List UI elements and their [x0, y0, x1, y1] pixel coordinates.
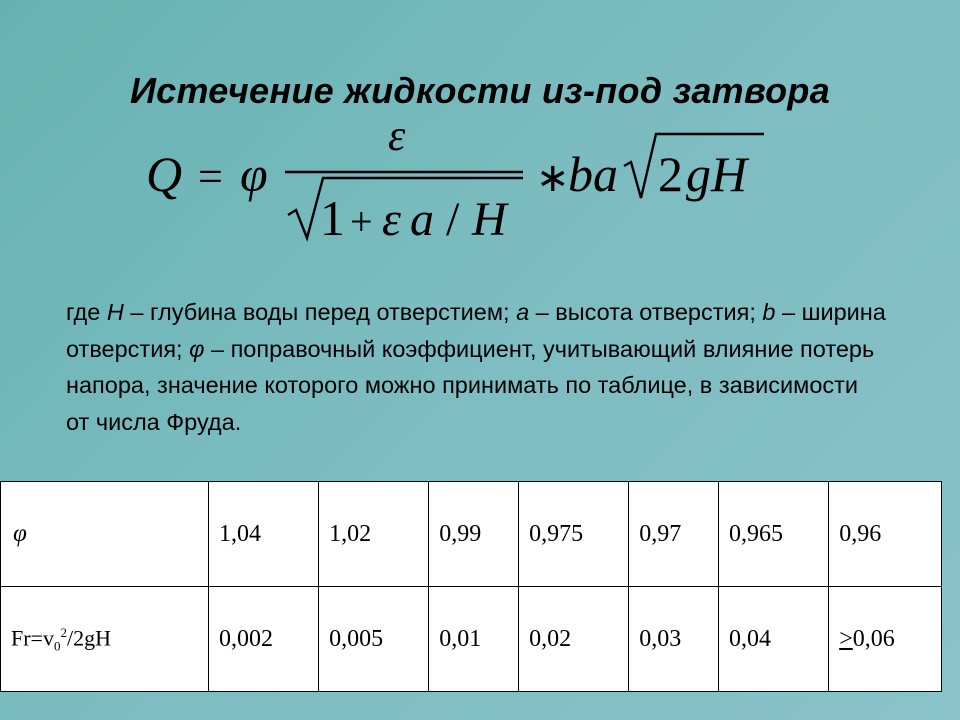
formula-two: 2 — [658, 146, 683, 202]
table-cell: 0,02 — [519, 587, 629, 692]
formula-plus: + — [350, 199, 373, 244]
desc-var-b: b — [762, 299, 776, 325]
table-cell: 0,97 — [629, 482, 719, 587]
fr-text: Fr=v — [11, 625, 54, 651]
table-cell — [829, 587, 942, 692]
formula-slash: / — [446, 193, 460, 246]
last-value: 0,06 — [852, 625, 895, 652]
table-cell: 0,965 — [719, 482, 829, 587]
discharge-formula — [140, 111, 780, 248]
formula-gh: gH — [686, 146, 748, 202]
description-paragraph — [66, 294, 886, 440]
formula-q: Q — [146, 146, 183, 202]
table-row-phi — [1, 482, 942, 587]
fr-rest: /2gH — [66, 625, 111, 651]
table-cell: 0,002 — [209, 587, 319, 692]
formula-eps: ε — [382, 193, 401, 246]
table-cell: 0,005 — [319, 587, 429, 692]
table-cell: 1,02 — [319, 482, 429, 587]
slide-title: Истечение жидкости из-под затвора — [129, 70, 831, 111]
table-cell: 0,01 — [429, 587, 519, 692]
desc-text-5: – поправочный коэффициент, учитывающий влияние потерь напора, значение которого можно принимать по таблице, в зависимости от числа Фруда. — [66, 335, 875, 435]
desc-var-h: H — [106, 299, 124, 325]
fr-superscript: 2 — [60, 625, 67, 640]
greater-equal-sign: > — [839, 625, 853, 652]
fr-subscript: 0 — [53, 638, 61, 654]
table-cell: 0,975 — [519, 482, 629, 587]
desc-text-2: – глубина воды перед отверстием; — [123, 299, 517, 325]
formula-svg — [140, 111, 780, 248]
formula-a: a — [410, 193, 434, 246]
table-cell: 0,04 — [719, 587, 829, 692]
desc-var-a: а — [516, 299, 530, 325]
row-label-phi: φ — [1, 482, 209, 587]
formula-phi: φ — [240, 146, 268, 202]
table-cell: 1,04 — [209, 482, 319, 587]
desc-text-1: где — [66, 299, 107, 325]
table-cell: 0,99 — [429, 482, 519, 587]
formula-one: 1 — [320, 190, 345, 246]
formula-times: ∗ — [536, 155, 570, 200]
row-label-froude — [1, 587, 209, 692]
formula-equals: = — [198, 152, 223, 201]
desc-var-phi: φ — [189, 335, 205, 362]
table-cell: 0,96 — [829, 482, 942, 587]
desc-text-3: – высота отверстия; — [529, 299, 763, 325]
formula-numerator: ε — [388, 111, 406, 160]
formula-ba: ba — [568, 146, 618, 202]
desc-text-4: – ширина отверстия; — [66, 299, 886, 362]
table-row-froude — [1, 587, 942, 692]
froude-table — [0, 481, 942, 692]
table-cell: 0,03 — [629, 587, 719, 692]
formula-h: H — [472, 193, 507, 246]
